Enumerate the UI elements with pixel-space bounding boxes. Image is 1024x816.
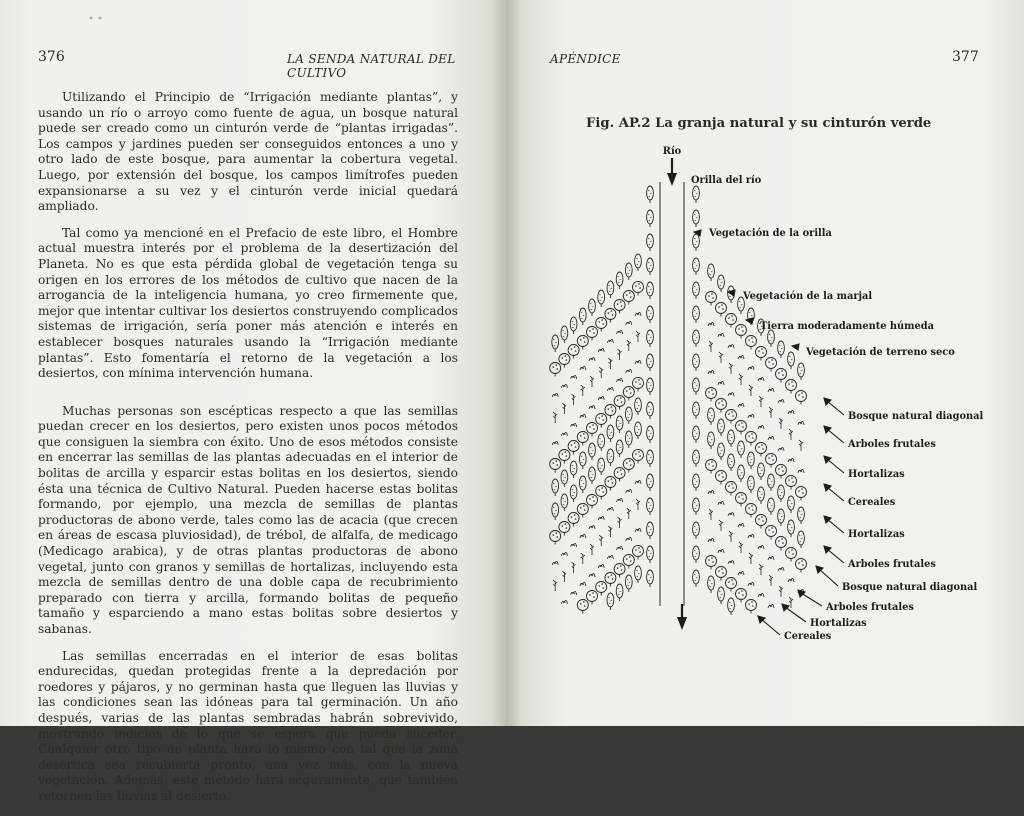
riverside-tree-icon [693, 210, 700, 227]
fruit-tree-icon [716, 471, 727, 485]
vegetable-icon [708, 538, 714, 542]
vegetable-icon [626, 369, 632, 373]
fruit-tree-icon [756, 515, 767, 529]
forest-tree-icon [635, 566, 642, 583]
grain-icon [709, 341, 713, 352]
forest-tree-icon [738, 441, 745, 458]
riverside-tree-icon [693, 258, 700, 275]
vegetable-icon [561, 384, 567, 388]
forest-tree-icon [552, 503, 559, 520]
riverside-tree-icon [647, 450, 654, 467]
vegetable-icon [748, 582, 754, 586]
grain-icon [719, 352, 723, 363]
grain-icon [729, 363, 733, 374]
right-running-head: APÉNDICE [550, 52, 621, 66]
riverside-tree-icon [647, 330, 654, 347]
grain-icon [789, 597, 793, 608]
label-orilla: Orilla del río [691, 175, 762, 186]
forest-tree-icon [748, 452, 755, 469]
forest-tree-icon [625, 431, 632, 448]
vegetable-icon [617, 330, 623, 334]
forest-tree-icon [708, 408, 715, 425]
field-plantings [550, 254, 807, 615]
vegetable-icon [758, 593, 764, 597]
vegetable-icon [589, 525, 595, 529]
fruit-tree-icon [706, 292, 717, 306]
grain-icon [562, 403, 566, 414]
riverside-tree-icon [693, 282, 700, 299]
vegetable-icon [617, 378, 623, 382]
fruit-tree-icon [736, 421, 747, 435]
riverside-tree-icon [693, 522, 700, 539]
fruit-tree-icon [726, 578, 737, 592]
label-arboles-1: Arboles frutales [848, 439, 936, 450]
riverside-tree-icon [647, 210, 654, 227]
vegetable-icon [778, 399, 784, 403]
fruit-tree-icon [796, 487, 807, 501]
riverside-tree-icon [647, 378, 654, 395]
arrowhead-icon [792, 344, 799, 350]
forest-tree-icon [718, 443, 725, 460]
forest-tree-icon [728, 454, 735, 471]
label-bosque-2: Bosque natural diagonal [842, 582, 978, 593]
fruit-tree-icon [716, 303, 727, 317]
vegetable-icon [718, 381, 724, 385]
forest-tree-icon [768, 330, 775, 347]
forest-tree-icon [607, 281, 614, 298]
forest-tree-icon [552, 335, 559, 352]
vegetable-icon [580, 366, 586, 370]
fruit-tree-icon [766, 358, 777, 372]
pointer-arrow [827, 401, 844, 415]
forest-tree-icon [616, 272, 623, 289]
grain-icon [749, 553, 753, 564]
forest-tree-icon [708, 576, 715, 593]
vegetable-icon [728, 344, 734, 348]
fruit-tree-icon [766, 454, 777, 468]
vegetable-icon [768, 388, 774, 392]
forest-tree-icon [607, 593, 614, 610]
grain-icon [581, 385, 585, 396]
vegetable-icon [571, 543, 577, 547]
pointer-arrow [785, 607, 806, 622]
forest-tree-icon [788, 496, 795, 513]
grain-icon [749, 385, 753, 396]
forest-tree-icon [570, 317, 577, 334]
vegetable-icon [748, 414, 754, 418]
vegetable-icon [738, 523, 744, 527]
vegetable-icon [598, 348, 604, 352]
riverside-tree-icon [693, 354, 700, 371]
fruit-tree-icon [716, 567, 727, 581]
grain-icon [590, 544, 594, 555]
vegetable-icon [571, 375, 577, 379]
pointer-arrow [801, 593, 822, 606]
vegetable-icon [708, 322, 714, 326]
vegetable-icon [589, 405, 595, 409]
riverside-trees [647, 186, 700, 587]
riverside-tree-icon [693, 498, 700, 515]
grain-icon [608, 358, 612, 369]
forest-tree-icon [758, 463, 765, 480]
forest-tree-icon [778, 509, 785, 526]
vegetable-icon [758, 425, 764, 429]
vegetable-icon [798, 469, 804, 473]
label-hortalizas-3: Hortalizas [810, 618, 867, 629]
riverside-tree-icon [647, 474, 654, 491]
label-arboles-2: Arboles frutales [848, 559, 936, 570]
vegetable-icon [718, 333, 724, 337]
fruit-tree-icon [796, 391, 807, 405]
vegetable-icon [758, 545, 764, 549]
riverside-tree-icon [647, 354, 654, 371]
forest-tree-icon [607, 449, 614, 466]
paragraph: Las semillas encerradas en el interior de esas bolitas endurecidas, quedan protegidas frente a la depredación por roedores y pájaros, y no germinan hasta que lleguen las lluvias y las condiciones sean las idóneas para tal germinación. Un año después, varias de las plantas sembradas habrán sobrevivido, mostrando indicios de lo que se espera que pueda suceder. Cualquier otro tipo de planta hará lo mismo con tal que la zona desértica sea recubierta pronto, una vez más, con la nueva vegetación. Además, este método hará seguramente, que también retornen las lluvias al desierto. [38, 648, 458, 803]
forest-tree-icon [561, 494, 568, 511]
fruit-tree-icon [786, 380, 797, 394]
riverside-tree-icon [693, 546, 700, 563]
fruit-tree-icon [746, 336, 757, 350]
grain-icon [769, 407, 773, 418]
vegetable-icon [748, 534, 754, 538]
label-hortalizas-1: Hortalizas [848, 469, 905, 480]
grain-icon [739, 542, 743, 553]
forest-tree-icon [748, 476, 755, 493]
grain-icon [590, 376, 594, 387]
pointer-arrow [827, 429, 844, 443]
vegetable-icon [798, 421, 804, 425]
vegetable-icon [635, 528, 641, 532]
left-page [0, 0, 506, 803]
right-page-number: 377 [952, 49, 979, 65]
paragraph: Utilizando el Principio de “Irrigación mediante plantas”, y usando un río o arroyo como fuente de agua, un bosque natural puede ser creado como un cinturón verde de “plantas irrigadas”. Los campos y jardines pueden ser conseguidos entonces a uno y otro lado de este bosque, para aumentar la cobertura vegetal. Luego, por extensión del bosque, los campos limítrofes pueden expansionarse a su vez y el cinturón verde inicial quedará ampliado. [38, 90, 458, 214]
fruit-tree-icon [766, 526, 777, 540]
fruit-tree-icon [796, 559, 807, 573]
riverside-tree-icon [647, 498, 654, 515]
label-veg-marjal: Vegetación de la marjal [743, 291, 873, 302]
riverside-tree-icon [693, 186, 700, 203]
vegetable-icon [626, 321, 632, 325]
grain-icon [581, 553, 585, 564]
riverside-tree-icon [693, 570, 700, 587]
vegetable-icon [580, 414, 586, 418]
fruit-tree-icon [736, 493, 747, 507]
vegetable-icon [626, 537, 632, 541]
forest-tree-icon [598, 290, 605, 307]
left-body-text [38, 90, 458, 816]
forest-tree-icon [778, 485, 785, 502]
label-bosque-1: Bosque natural diagonal [848, 411, 984, 422]
grain-icon [779, 586, 783, 597]
vegetable-icon [571, 423, 577, 427]
vegetable-icon [728, 392, 734, 396]
fruit-tree-icon [776, 537, 787, 551]
vegetable-icon [607, 387, 613, 391]
forest-tree-icon [798, 507, 805, 524]
riverside-tree-icon [647, 402, 654, 419]
riverside-tree-icon [647, 546, 654, 563]
fruit-tree-icon [756, 443, 767, 457]
vegetable-icon [788, 458, 794, 462]
vegetable-icon [617, 546, 623, 550]
grain-icon [759, 396, 763, 407]
grain-icon [799, 440, 803, 451]
grain-icon [599, 367, 603, 378]
vegetable-icon [728, 560, 734, 564]
grain-icon [627, 508, 631, 519]
forest-tree-icon [561, 326, 568, 343]
vegetable-icon [708, 370, 714, 374]
fruit-tree-icon [706, 556, 717, 570]
grain-icon [572, 562, 576, 573]
pointer-arrow [827, 549, 844, 563]
forest-tree-icon [708, 264, 715, 281]
grain-icon [729, 531, 733, 542]
riverside-tree-icon [647, 282, 654, 299]
vegetable-icon [571, 591, 577, 595]
fruit-tree-icon [786, 548, 797, 562]
vegetable-icon [738, 355, 744, 359]
vegetable-icon [718, 501, 724, 505]
fruit-tree-icon [786, 476, 797, 490]
grain-icon [618, 517, 622, 528]
vegetable-icon [778, 567, 784, 571]
grain-icon [553, 580, 557, 591]
river [660, 158, 687, 630]
vegetable-icon [635, 312, 641, 316]
vegetable-icon [607, 555, 613, 559]
riverside-tree-icon [647, 186, 654, 203]
arrowhead-icon [782, 604, 789, 611]
label-hortalizas-2: Hortalizas [848, 529, 905, 540]
vegetable-icon [552, 561, 558, 565]
left-running-head: LA SENDA NATURAL DEL CULTIVO [287, 52, 456, 80]
grain-icon [618, 349, 622, 360]
grain-icon [709, 509, 713, 520]
forest-tree-icon [718, 419, 725, 436]
label-tierra: Tierra moderadamente húmeda [760, 321, 934, 332]
grain-icon [759, 564, 763, 575]
pointer-arrow [819, 569, 838, 586]
vegetable-icon [607, 339, 613, 343]
forest-tree-icon [616, 416, 623, 433]
forest-tree-icon [798, 363, 805, 380]
forest-tree-icon [598, 458, 605, 475]
grain-icon [769, 575, 773, 586]
forest-tree-icon [598, 434, 605, 451]
label-cereales-1: Cereales [848, 497, 896, 508]
vegetable-icon [738, 403, 744, 407]
vegetable-icon [561, 552, 567, 556]
grain-icon [553, 412, 557, 423]
grain-icon [572, 394, 576, 405]
forest-tree-icon [798, 531, 805, 548]
riverside-tree-icon [647, 570, 654, 587]
figure-title: Fig. AP.2 La granja natural y su cinturón verde [586, 116, 932, 131]
forest-tree-icon [728, 430, 735, 447]
left-page-number: 376 [38, 49, 65, 65]
forest-tree-icon [607, 425, 614, 442]
forest-tree-icon [552, 479, 559, 496]
forest-tree-icon [616, 440, 623, 457]
fruit-tree-icon [736, 589, 747, 603]
forest-tree-icon [579, 452, 586, 469]
farm-greenbelt-diagram [506, 0, 1024, 726]
riverside-tree-icon [693, 402, 700, 419]
vegetable-icon [589, 573, 595, 577]
forest-tree-icon [625, 263, 632, 280]
pointer-arrow [827, 519, 844, 533]
forest-tree-icon [570, 485, 577, 502]
riverside-tree-icon [693, 378, 700, 395]
forest-tree-icon [635, 422, 642, 439]
fruit-tree-icon [726, 314, 737, 328]
forest-tree-icon [778, 341, 785, 358]
forest-tree-icon [625, 407, 632, 424]
forest-tree-icon [758, 487, 765, 504]
vegetable-icon [768, 556, 774, 560]
label-cereales-2: Cereales [784, 631, 832, 642]
forest-tree-icon [718, 275, 725, 292]
vegetable-icon [635, 360, 641, 364]
vegetable-icon [561, 432, 567, 436]
riverside-tree-icon [647, 426, 654, 443]
forest-tree-icon [788, 352, 795, 369]
forest-tree-icon [708, 432, 715, 449]
fruit-tree-icon [550, 363, 561, 377]
page-speck: • • [88, 14, 103, 25]
arrowhead-icon [728, 290, 735, 296]
fruit-tree-icon [706, 460, 717, 474]
label-arboles-3: Arboles frutales [826, 602, 914, 613]
forest-tree-icon [561, 470, 568, 487]
forest-tree-icon [788, 520, 795, 537]
fruit-tree-icon [756, 347, 767, 361]
vegetable-icon [580, 534, 586, 538]
pointer-arrow [827, 487, 844, 501]
fruit-tree-icon [736, 325, 747, 339]
vegetable-icon [728, 512, 734, 516]
label-veg-seco: Vegetación de terreno seco [806, 347, 955, 358]
grain-icon [719, 520, 723, 531]
vegetable-icon [598, 396, 604, 400]
paragraph: Muchas personas son escépticas respecto a que las semillas puedan crecer en los desiertos, pero existen unos pocos métodos que consiguen la siembra con éxito. Uno de esos métodos consiste en encerrar las semillas de las plantas adecuadas en el interior de bolitas de arcilla y esparcir estas bolitas en los desiertos, siendo ésta una técnica de Cultivo Natural. Pueden hacerse estas bolitas formando, por ejemplo, una mezcla de semillas de plantas productoras de abono verde, tales como las de acacia (que crecen en áreas de escasa pluviosidad), de trébol, de alfalfa, de medicago (Medicago arabica), y de otras plantas productoras de abono vegetal, junto con granos y semillas de hortalizas, incluyendo esta mezcla de semillas dentro de una doble capa de recubrimiento preparado con tierra y arcilla, formando bolitas de pequeño tamaño y esparciendo a mano estas bolitas sobre desiertos y sabanas. [38, 403, 458, 636]
grain-icon [636, 499, 640, 510]
grain-icon [789, 429, 793, 440]
riverside-tree-icon [647, 234, 654, 251]
fruit-tree-icon [776, 369, 787, 383]
forest-tree-icon [768, 498, 775, 515]
forest-tree-icon [625, 575, 632, 592]
grain-icon [627, 340, 631, 351]
vegetable-icon [617, 498, 623, 502]
riverside-tree-icon [693, 330, 700, 347]
fruit-tree-icon [550, 459, 561, 473]
forest-tree-icon [579, 476, 586, 493]
fruit-tree-icon [726, 482, 737, 496]
vegetable-icon [718, 549, 724, 553]
fruit-tree-icon [726, 410, 737, 424]
label-veg-orilla: Vegetación de la orilla [709, 228, 832, 239]
riverside-tree-icon [693, 474, 700, 491]
fruit-tree-icon [706, 388, 717, 402]
grain-icon [562, 571, 566, 582]
pointer-arrow [827, 459, 844, 473]
right-page [506, 0, 1024, 726]
riverside-tree-icon [647, 522, 654, 539]
vegetable-icon [768, 604, 774, 608]
pointer-arrow [761, 619, 780, 635]
vegetable-icon [552, 393, 558, 397]
vegetable-icon [626, 489, 632, 493]
riverside-tree-icon [693, 450, 700, 467]
vegetable-icon [758, 377, 764, 381]
fruit-tree-icon [746, 600, 757, 614]
vegetable-icon [778, 447, 784, 451]
forest-tree-icon [589, 467, 596, 484]
grain-icon [779, 418, 783, 429]
vegetable-icon [589, 357, 595, 361]
paragraph: Tal como ya mencioné en el Prefacio de este libro, el Hombre actual muestra interés por el problema de la desertización del Planeta. No es que esta pérdida global de vegetación tenga su origen en los errores de los métodos de cultivo que nacen de la arrogancia de la inteligencia humana, yo creo firmemente que, mejor que intentar cultivar los desiertos construyendo complicados sistemas de irrigación, sería poner más atención e interés en establecer bosques naturales usando la “Irrigación mediante plantas”. Esto fomentaría el retorno de la vegetación a los desiertos, con mínima intervención humana. [38, 225, 458, 381]
fruit-tree-icon [746, 504, 757, 518]
fruit-tree-icon [716, 399, 727, 413]
forest-tree-icon [718, 587, 725, 604]
forest-tree-icon [635, 254, 642, 271]
arrowhead-icon [746, 318, 753, 324]
vegetable-icon [561, 600, 567, 604]
vegetable-icon [598, 564, 604, 568]
riverside-tree-icon [693, 426, 700, 443]
riverside-tree-icon [647, 306, 654, 323]
fruit-tree-icon [550, 531, 561, 545]
label-rio: Río [662, 146, 682, 157]
vegetable-icon [607, 507, 613, 511]
vegetable-icon [598, 516, 604, 520]
grain-icon [608, 526, 612, 537]
grain-icon [599, 535, 603, 546]
fruit-tree-icon [746, 432, 757, 446]
vegetable-icon [580, 582, 586, 586]
forest-tree-icon [738, 465, 745, 482]
forest-tree-icon [589, 443, 596, 460]
vegetable-icon [748, 366, 754, 370]
forest-tree-icon [589, 299, 596, 316]
vegetable-icon [738, 571, 744, 575]
vegetable-icon [635, 480, 641, 484]
riverside-tree-icon [693, 306, 700, 323]
forest-tree-icon [728, 598, 735, 615]
vegetable-icon [768, 436, 774, 440]
forest-tree-icon [570, 461, 577, 478]
forest-tree-icon [635, 398, 642, 415]
vegetable-icon [788, 410, 794, 414]
fruit-tree-icon [577, 600, 588, 614]
vegetable-icon [552, 441, 558, 445]
riverside-tree-icon [693, 234, 700, 251]
riverside-tree-icon [647, 258, 654, 275]
forest-tree-icon [768, 474, 775, 491]
fruit-tree-icon [776, 465, 787, 479]
forest-tree-icon [616, 584, 623, 601]
vegetable-icon [708, 490, 714, 494]
grain-icon [636, 331, 640, 342]
vegetable-icon [788, 578, 794, 582]
grain-icon [739, 374, 743, 385]
forest-tree-icon [579, 308, 586, 325]
